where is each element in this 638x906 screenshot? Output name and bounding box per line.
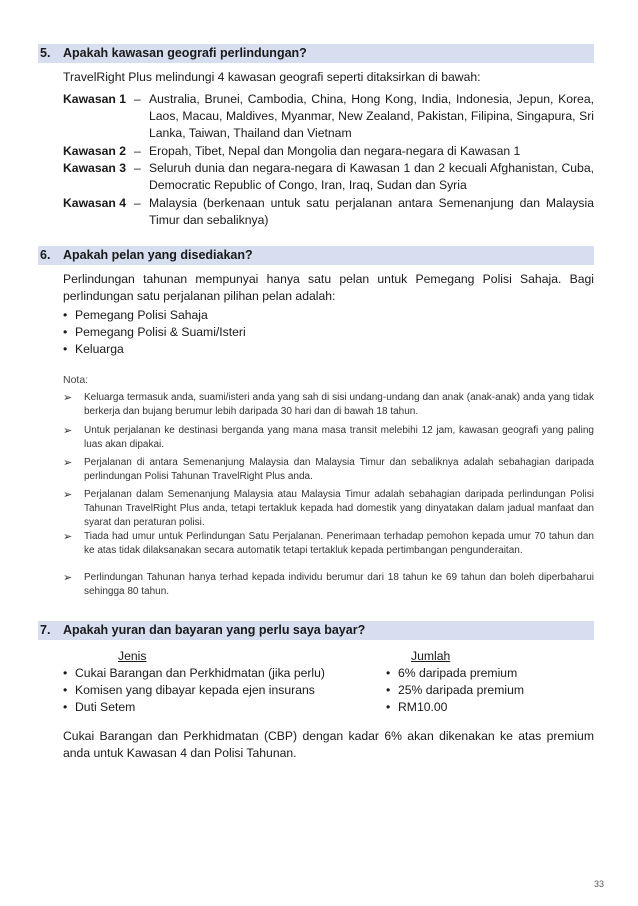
plan-label: Keluarga: [75, 342, 124, 356]
arrow-icon: ➢: [63, 392, 73, 404]
zone-3: [63, 160, 594, 194]
fee-type: Cukai Barangan dan Perkhidmatan (jika perlu): [75, 666, 325, 680]
fee-type-item: [63, 665, 325, 682]
section-title: Apakah kawasan geografi perlindungan?: [63, 46, 307, 60]
note-item: [63, 530, 594, 558]
section-7-footer: Cukai Barangan dan Perkhidmatan (CBP) dengan kadar 6% akan dikenakan ke atas premium anda untuk Kawasan 4 dan Polisi Tahunan.: [63, 729, 594, 760]
fee-type-column: [63, 648, 325, 716]
bullet-icon: •: [63, 666, 68, 680]
plan-item: [63, 341, 124, 358]
arrow-icon: ➢: [63, 489, 73, 501]
section-title: Apakah pelan yang disediakan?: [63, 248, 253, 262]
zone-dash: –: [134, 196, 141, 210]
fee-amount: 25% daripada premium: [398, 683, 525, 697]
section-6-intro: Perlindungan tahunan mempunyai hanya satu pelan untuk Pemegang Polisi Sahaja. Bagi perlindungan satu perjalanan pilihan pelan adalah:: [63, 272, 594, 303]
arrow-icon: ➢: [63, 572, 73, 584]
fee-type: Duti Setem: [75, 700, 136, 714]
zone-label: Kawasan 2: [63, 144, 127, 158]
bullet-icon: •: [386, 700, 391, 714]
section-7-heading: [38, 621, 594, 640]
bullet-icon: •: [386, 666, 391, 680]
fee-type-item: [63, 682, 325, 699]
zone-2: [63, 143, 594, 160]
note-text: Perjalanan di antara Semenanjung Malaysia dan Malaysia Timur dan sebaliknya adalah sebahagian daripada perlindungan Polisi Tahunan TravelRight Plus anda.: [84, 457, 594, 482]
note-item: [63, 456, 594, 484]
plan-item: [63, 307, 208, 324]
zone-dash: –: [134, 92, 141, 106]
section-title: Apakah yuran dan bayaran yang perlu saya bayar?: [63, 623, 366, 637]
fee-amount: 6% daripada premium: [398, 666, 518, 680]
zone-label: Kawasan 3: [63, 161, 127, 175]
fee-type: Komisen yang dibayar kepada ejen insurans: [75, 683, 315, 697]
section-6-heading: [38, 246, 594, 265]
plan-label: Pemegang Polisi & Suami/Isteri: [75, 325, 246, 339]
note-text: Perjalanan dalam Semenanjung Malaysia atau Malaysia Timur adalah sebahagian daripada perlindungan Polisi Tahunan TravelRight Plus anda, tetapi tertakluk kepada had domestik yang dinyatakan dalam jadual manfaat dan syarat dan peraturan polisi.: [84, 489, 594, 528]
bullet-icon: •: [63, 700, 68, 714]
fee-amount: RM10.00: [398, 700, 448, 714]
bullet-icon: •: [63, 325, 68, 339]
note-item: [63, 424, 594, 452]
bullet-icon: •: [63, 683, 68, 697]
zone-text: Malaysia (berkenaan untuk satu perjalanan antara Semenanjung dan Malaysia Timur dan sebaliknya): [149, 196, 594, 227]
column-header-amount: Jumlah: [411, 649, 451, 663]
page-number: 33: [593, 879, 604, 889]
fee-amount-column: [386, 648, 524, 716]
zone-text: Eropah, Tibet, Nepal dan Mongolia dan negara-negara di Kawasan 1: [149, 144, 521, 158]
arrow-icon: ➢: [63, 531, 73, 543]
note-text: Keluarga termasuk anda, suami/isteri anda yang sah di sisi undang-undang dan anak (anak-anak) anda yang tidak berkerja dan bujang berumur lebih daripada 30 hari dan di bawah 18 tahun.: [84, 392, 594, 417]
bullet-icon: •: [63, 308, 68, 322]
section-number: 6.: [40, 248, 51, 262]
arrow-icon: ➢: [63, 425, 73, 437]
zone-dash: –: [134, 144, 141, 158]
plan-item: [63, 324, 246, 341]
zone-1: [63, 91, 594, 142]
bullet-icon: •: [63, 342, 68, 356]
fee-amount-item: [386, 682, 524, 699]
section-number: 5.: [40, 46, 51, 60]
section-5-intro: TravelRight Plus melindungi 4 kawasan geografi seperti ditaksirkan di bawah:: [63, 70, 481, 84]
section-number: 7.: [40, 623, 51, 637]
plan-label: Pemegang Polisi Sahaja: [75, 308, 208, 322]
note-item: [63, 571, 594, 599]
zone-text: Australia, Brunei, Cambodia, China, Hong Kong, India, Indonesia, Jepun, Korea, Laos, Macau, Maldives, Myanmar, New Zealand, Pakistan, Filipina, Singapura, Sri Lanka, Taiwan, Thailand dan Vietnam: [149, 92, 594, 140]
fee-amount-item: [386, 665, 524, 682]
bullet-icon: •: [386, 683, 391, 697]
zone-label: Kawasan 4: [63, 196, 127, 210]
note-label: Nota:: [63, 374, 89, 386]
note-item: [63, 488, 594, 530]
section-5-heading: [38, 44, 594, 63]
note-text: Tiada had umur untuk Perlindungan Satu Perjalanan. Penerimaan terhadap pemohon kepada umur 70 tahun dan ke atas tidak dilaksanakan secara automatik tetapi tertakluk kepada pertimbangan pengunderaitan.: [84, 531, 594, 556]
zone-label: Kawasan 1: [63, 92, 127, 106]
note-item: [63, 391, 594, 419]
arrow-icon: ➢: [63, 457, 73, 469]
fee-amount-item: [386, 699, 524, 716]
zone-dash: –: [134, 161, 141, 175]
zone-text: Seluruh dunia dan negara-negara di Kawasan 1 dan 2 kecuali Afghanistan, Cuba, Democratic Republic of Congo, Iran, Iraq, Sudan dan Syria: [149, 161, 594, 192]
fee-type-item: [63, 699, 325, 716]
note-text: Untuk perjalanan ke destinasi berganda yang mana masa transit melebihi 12 jam, kawasan geografi yang paling luas akan dipakai.: [84, 425, 594, 450]
column-header-type: Jenis: [118, 649, 147, 663]
zone-4: [63, 195, 594, 229]
note-text: Perlindungan Tahunan hanya terhad kepada individu berumur dari 18 tahun ke 69 tahun dan boleh diperbaharui sehingga 80 tahun.: [84, 572, 594, 597]
